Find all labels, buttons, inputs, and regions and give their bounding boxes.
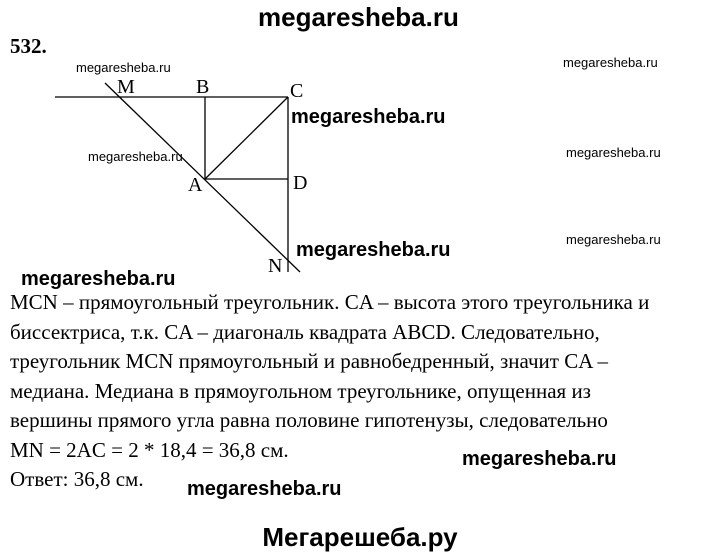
solution-line: биссектриса, т.к. CA – диагональ квадрата ABCD. Следовательно,: [10, 319, 600, 344]
site-footer: Мегарешеба.ру: [262, 522, 458, 552]
watermark-small: megaresheba.ru: [88, 149, 183, 164]
solution-text: [10, 288, 690, 495]
solution-line: медиана. Медиана в прямоугольном треугольнике, опущенная из: [10, 378, 591, 403]
site-header: megaresheba.ru: [258, 2, 459, 32]
watermark-small: megaresheba.ru: [563, 55, 658, 70]
problem-number: 532.: [10, 34, 47, 58]
line-mn: [105, 83, 300, 272]
label-m: M: [117, 76, 135, 98]
solution-line: треугольник MCN прямоугольный и равнобедренный, значит CA –: [10, 349, 608, 373]
geometry-diagram: [0, 60, 720, 280]
watermark-small: megaresheba.ru: [566, 232, 661, 247]
watermark-large: megaresheba.ru: [21, 268, 176, 290]
label-a: A: [188, 174, 203, 196]
watermark-small: megaresheba.ru: [76, 60, 171, 75]
answer-line: Ответ: 36,8 см.: [10, 467, 144, 491]
solution-line: MCN – прямоугольный треугольник. CA – высота этого треугольника и: [10, 290, 650, 314]
solution-line: вершины прямого угла равна половине гипотенузы, следовательно: [10, 408, 608, 432]
solution-line: MN = 2AC = 2 * 18,4 = 36,8 см.: [10, 437, 289, 462]
watermark-large: megaresheba.ru: [187, 478, 342, 500]
watermark-large: megaresheba.ru: [291, 106, 446, 128]
label-n: N: [268, 255, 283, 277]
diagonal-ca: [205, 97, 288, 179]
label-d: D: [293, 172, 308, 194]
watermark-large: megaresheba.ru: [296, 239, 451, 261]
label-b: B: [196, 76, 210, 98]
watermark-large: megaresheba.ru: [462, 448, 617, 470]
label-c: C: [290, 80, 304, 102]
watermark-small: megaresheba.ru: [566, 145, 661, 160]
